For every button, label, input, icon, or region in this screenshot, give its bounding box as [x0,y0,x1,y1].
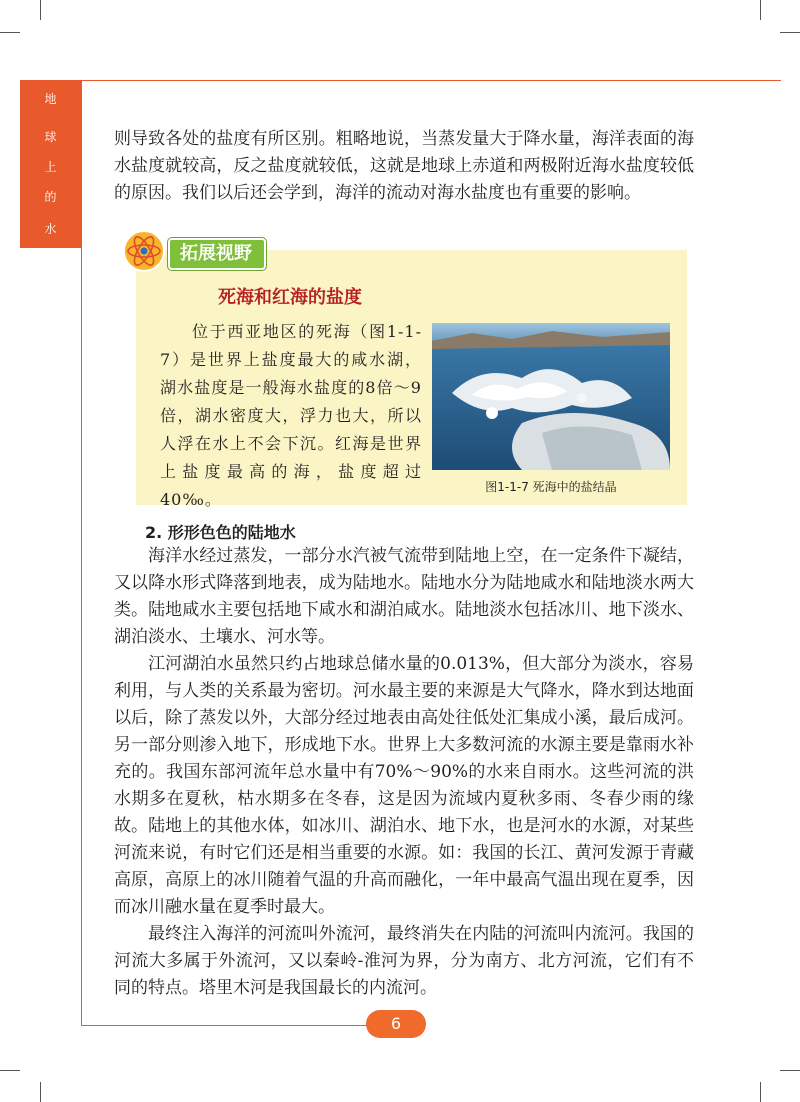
crop-mark [760,1082,761,1102]
sidebar-char: 地 [44,92,57,106]
section-heading: 2. 形形色色的陆地水 [145,523,296,542]
crop-mark [40,1082,41,1102]
crop-mark [40,0,41,20]
dead-sea-salt-photo [432,323,670,470]
photo-caption: 图1-1-7 死海中的盐结晶 [485,480,617,494]
body-paragraph: 江河湖泊水虽然只约占地球总储水量的0.013%，但大部分为淡水，容易利用，与人类的关系最为密切。河水最主要的来源是大气降水，降水到达地面以后，除了蒸发以外，大部分经过地表由高处往低处汇集成小溪，最后成河。另一部分则渗入地下，形成地下水。世界上大多数河流的水源主要是靠雨水补充的。我国东部河流年总水量中有70%～90%的水来自雨水。这些河流的洪水期多在夏秋，枯水期多在冬春，这是因为流域内夏秋多雨、冬春少雨的缘故。陆地上的其他水体，如冰川、湖泊水、地下水，也是河水的水源，对某些河流来说，有时它们还是相当重要的水源。如：我国的长江、黄河发源于青藏高原，高原上的冰川随着气温的升高而融化，一年中最高气温出现在夏季，因而冰川融水量在夏季时最大。 [114,654,694,917]
crop-mark [760,0,761,20]
extension-tag: 拓展视野 [168,238,266,270]
sidebar-char: 的 [44,190,57,204]
sidebar-char: 上 [44,160,57,174]
intro-paragraph: 则导致各处的盐度有所区别。粗略地说，当蒸发量大于降水量，海洋表面的海水盐度就较高，反之盐度就较低，这就是地球上赤道和两极附近海水盐度较低的原因。我们以后还会学到，海洋的流动对海水盐度也有重要的影响。 [114,129,694,203]
body-paragraph: 海洋水经过蒸发，一部分水汽被气流带到陆地上空，在一定条件下凝结，又以降水形式降落到地表，成为陆地水。陆地水分为陆地咸水和陆地淡水两大类。陆地咸水主要包括地下咸水和湖泊咸水。陆地淡水包括冰川、地下淡水、湖泊淡水、土壤水、河水等。 [114,546,694,647]
left-rule [81,80,82,1026]
crop-mark [0,1070,20,1071]
sidebar-char: 水 [44,222,57,236]
sidebar-char: 球 [44,130,57,144]
crop-mark [780,1070,800,1071]
intro-block [114,126,694,207]
body-paragraph: 最终注入海洋的河流叫外流河，最终消失在内陆的河流叫内流河。我国的河流大多属于外流河，又以秦岭-淮河为界，分为南方、北方河流，它们有不同的特点。塔里木河是我国最长的内流河。 [114,924,694,998]
body-block [114,543,694,1002]
chapter-sidebar [20,80,81,248]
box-title: 死海和红海的盐度 [218,287,362,308]
page-number: 6 [366,1010,426,1038]
crop-mark [0,32,20,33]
crop-mark [780,32,800,33]
box-paragraph: 位于西亚地区的死海（图1-1-7）是世界上盐度最大的咸水湖，湖水盐度是一般海水盐度的8倍～9倍，湖水密度大，浮力也大，所以人浮在水上不会下沉。红海是世界上盐度最高的海，盐度超过40‰。 [160,322,422,509]
box-text-block [160,318,422,514]
top-rule [81,80,781,81]
